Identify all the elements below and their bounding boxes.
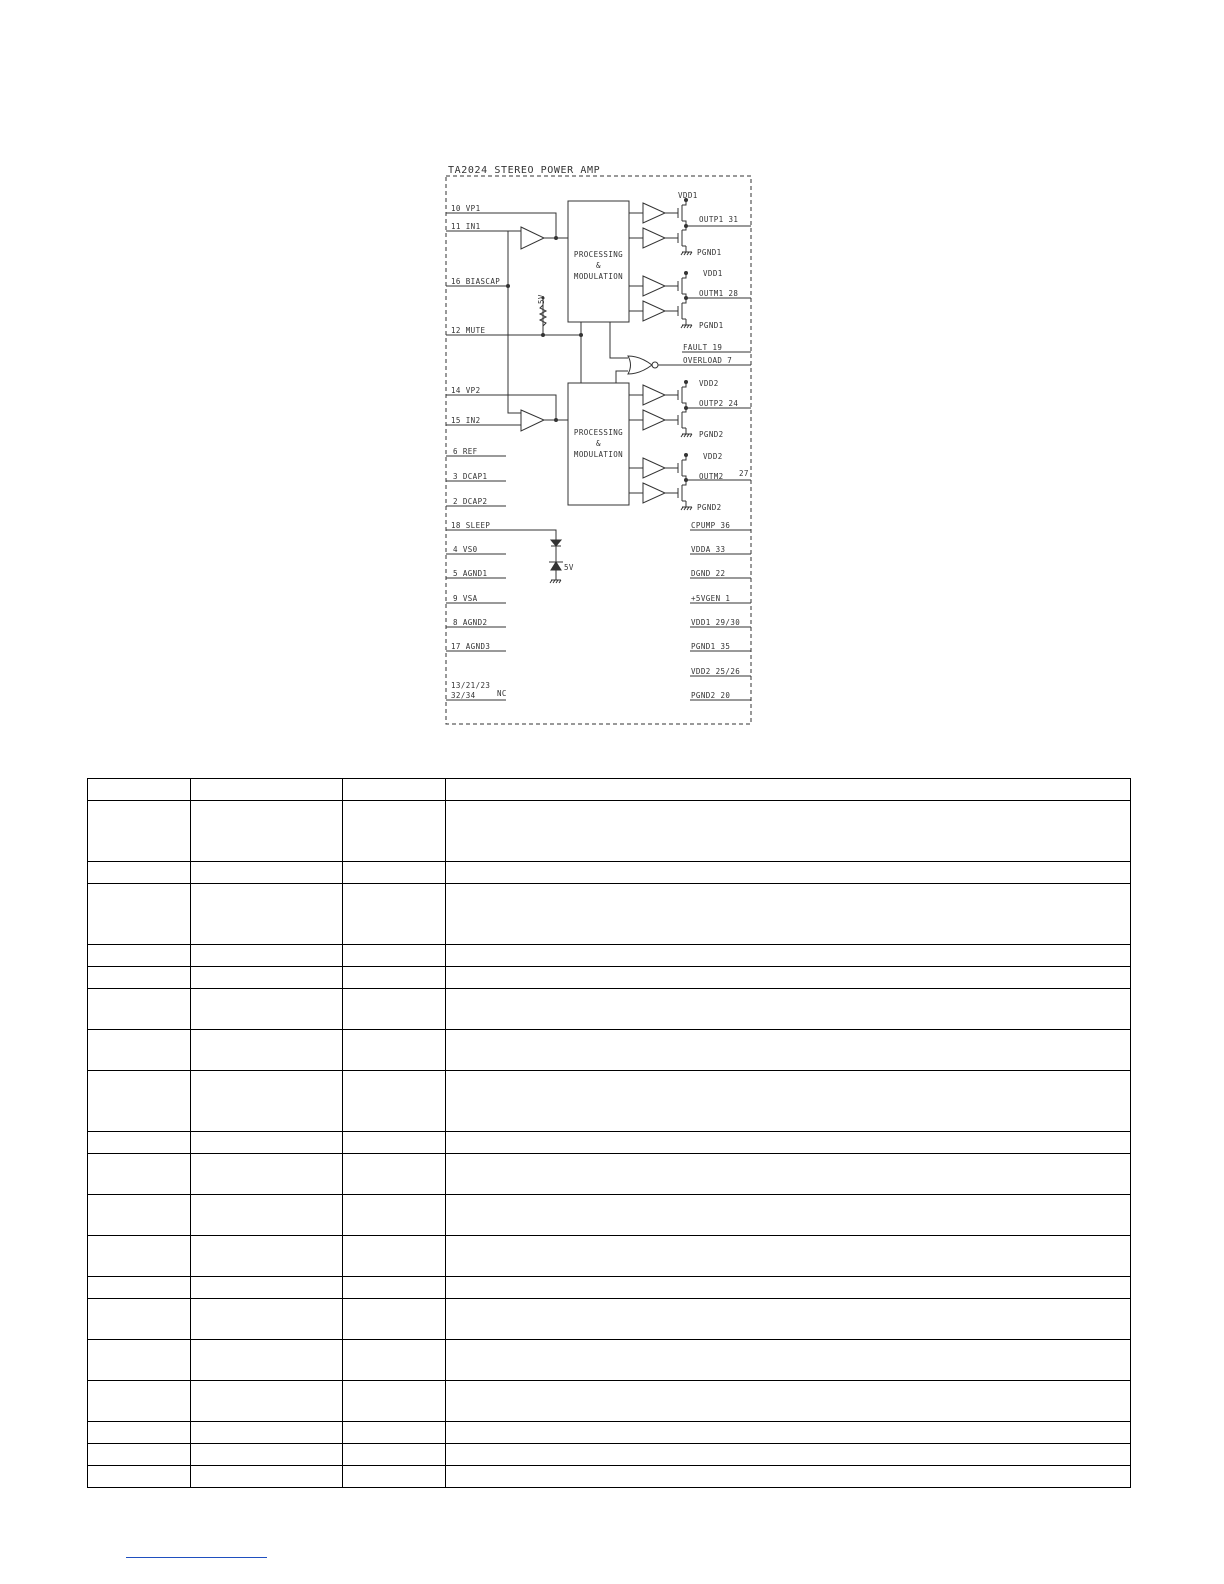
table-cell — [88, 989, 191, 1030]
pin-5vgen: +5VGEN 1 — [691, 594, 731, 603]
table-cell — [191, 1071, 343, 1132]
ta2024-block-diagram — [0, 0, 1224, 760]
table-cell — [343, 1132, 446, 1154]
table-cell — [88, 1071, 191, 1132]
pin-pgnd2-supply: PGND2 20 — [691, 691, 731, 700]
pin-vdda: VDDA 33 — [691, 545, 726, 554]
pin-dgnd: DGND 22 — [691, 569, 726, 578]
table-row — [88, 989, 1131, 1030]
table-row — [88, 1422, 1131, 1444]
table-cell — [88, 1195, 191, 1236]
table-cell — [446, 1132, 1131, 1154]
input-amp-2 — [521, 410, 544, 431]
table-row — [88, 1381, 1131, 1422]
driver-1a — [643, 203, 665, 223]
pin-ref: 6 REF — [453, 447, 478, 456]
table-cell — [343, 801, 446, 862]
block1-label-c: MODULATION — [573, 272, 624, 281]
table-row — [88, 1132, 1131, 1154]
footer-link-underline — [126, 1557, 267, 1558]
table-cell — [446, 1236, 1131, 1277]
label-pgnd1-b: PGND1 — [699, 321, 724, 330]
table-row — [88, 1195, 1131, 1236]
pin-description-table — [87, 778, 1131, 1488]
table-cell — [446, 1195, 1131, 1236]
table-cell — [191, 779, 343, 801]
table-cell — [343, 862, 446, 884]
table-cell — [191, 1340, 343, 1381]
table-cell — [446, 945, 1131, 967]
pin-outm1: OUTM1 28 — [699, 289, 739, 298]
block1-label-a: PROCESSING — [573, 250, 624, 259]
ground-icon — [681, 507, 692, 510]
block2-label-c: MODULATION — [573, 450, 624, 459]
table-row — [88, 1071, 1131, 1132]
table-cell — [88, 945, 191, 967]
pin-vdd1-supply: VDD1 29/30 — [691, 618, 741, 627]
table-cell — [88, 1236, 191, 1277]
table-cell — [446, 1154, 1131, 1195]
zener-diode — [549, 562, 563, 570]
table-cell — [191, 989, 343, 1030]
table-cell — [446, 801, 1131, 862]
block2-label-b: & — [596, 439, 601, 448]
table-cell — [446, 1340, 1131, 1381]
table-row — [88, 945, 1131, 967]
pin-in1: 11 IN1 — [451, 222, 481, 231]
pin-agnd2: 8 AGND2 — [453, 618, 488, 627]
table-cell — [343, 779, 446, 801]
pin-outp2: OUTP2 24 — [699, 399, 739, 408]
table-row — [88, 1030, 1131, 1071]
table-cell — [343, 1154, 446, 1195]
table-cell — [343, 1195, 446, 1236]
table-cell — [88, 884, 191, 945]
table-cell — [88, 967, 191, 989]
table-cell — [191, 967, 343, 989]
block2-label-a: PROCESSING — [573, 428, 624, 437]
pin-nc-line1: 13/21/23 — [451, 681, 491, 690]
table-cell — [191, 1381, 343, 1422]
nor-gate — [628, 356, 652, 374]
table-cell — [343, 1381, 446, 1422]
table-cell — [191, 1444, 343, 1466]
table-cell — [343, 1444, 446, 1466]
table-cell — [88, 779, 191, 801]
table-cell — [191, 1132, 343, 1154]
pin-pgnd1-supply: PGND1 35 — [691, 642, 731, 651]
table-cell — [446, 989, 1131, 1030]
ground-icon — [681, 252, 692, 255]
input-amp-1 — [521, 227, 544, 249]
label-vdd1-top: VDD1 — [678, 191, 698, 200]
table-cell — [446, 1299, 1131, 1340]
table-cell — [88, 1340, 191, 1381]
label-vdd1-b: VDD1 — [703, 269, 723, 278]
driver-2a — [643, 385, 665, 405]
table-cell — [343, 1340, 446, 1381]
table-cell — [446, 1444, 1131, 1466]
table-row — [88, 1340, 1131, 1381]
table-cell — [88, 1444, 191, 1466]
table-cell — [343, 1030, 446, 1071]
table-cell — [88, 862, 191, 884]
table-cell — [191, 801, 343, 862]
pin-dcap2: 2 DCAP2 — [453, 497, 488, 506]
pin-outm2-number: 27 — [739, 469, 749, 478]
pin-vs0: 4 VS0 — [453, 545, 478, 554]
table-cell — [343, 1071, 446, 1132]
table-cell — [88, 1277, 191, 1299]
table-cell — [191, 1277, 343, 1299]
table-cell — [343, 1277, 446, 1299]
table-cell — [343, 1422, 446, 1444]
table-cell — [191, 1236, 343, 1277]
table-cell — [446, 1277, 1131, 1299]
pin-cpump: CPUMP 36 — [691, 521, 731, 530]
table-cell — [446, 779, 1131, 801]
table-cell — [88, 1299, 191, 1340]
table-cell — [191, 1195, 343, 1236]
pin-mute: 12 MUTE — [451, 326, 486, 335]
table-row — [88, 1154, 1131, 1195]
table-row — [88, 967, 1131, 989]
label-vdd2-b: VDD2 — [703, 452, 723, 461]
table-cell — [343, 884, 446, 945]
pin-outp1: OUTP1 31 — [699, 215, 739, 224]
table-cell — [191, 1154, 343, 1195]
pin-nc-line2: 32/34 — [451, 691, 476, 700]
pin-vdd2-supply: VDD2 25/26 — [691, 667, 741, 676]
table-cell — [191, 884, 343, 945]
table-cell — [343, 1299, 446, 1340]
ground-icon — [550, 580, 561, 583]
table-cell — [446, 884, 1131, 945]
pin-outm2: OUTM2 — [699, 472, 724, 481]
driver-2c — [643, 458, 665, 478]
mute-supply-label: 5V — [537, 294, 546, 304]
driver-1b — [643, 228, 665, 248]
table-cell — [88, 1030, 191, 1071]
table-cell — [88, 1466, 191, 1488]
table-cell — [191, 1299, 343, 1340]
table-cell — [446, 1466, 1131, 1488]
table-cell — [88, 801, 191, 862]
table-cell — [191, 1422, 343, 1444]
table-cell — [446, 1422, 1131, 1444]
table-cell — [343, 989, 446, 1030]
table-row — [88, 1444, 1131, 1466]
table-cell — [88, 1422, 191, 1444]
table-cell — [446, 1030, 1131, 1071]
label-vdd2-a: VDD2 — [699, 379, 719, 388]
zener-label: 5V — [564, 563, 574, 572]
pin-agnd1: 5 AGND1 — [453, 569, 488, 578]
label-pgnd2-a: PGND2 — [699, 430, 724, 439]
pin-dcap1: 3 DCAP1 — [453, 472, 488, 481]
sleep-diode — [551, 540, 561, 546]
label-pgnd2-b: PGND2 — [697, 503, 722, 512]
pin-agnd3: 17 AGND3 — [451, 642, 491, 651]
pin-vp1: 10 VP1 — [451, 204, 481, 213]
pin-nc-label: NC — [497, 689, 507, 698]
table-cell — [446, 1381, 1131, 1422]
block1-label-b: & — [596, 261, 601, 270]
table-cell — [446, 1071, 1131, 1132]
table-cell — [446, 862, 1131, 884]
table-cell — [191, 862, 343, 884]
driver-1c — [643, 276, 665, 296]
pin-vsa: 9 VSA — [453, 594, 478, 603]
pin-vp2: 14 VP2 — [451, 386, 481, 395]
table-cell — [191, 1466, 343, 1488]
table-row — [88, 1277, 1131, 1299]
pin-biascap: 16 BIASCAP — [451, 277, 501, 286]
driver-1d — [643, 301, 665, 321]
pin-in2: 15 IN2 — [451, 416, 481, 425]
table-cell — [88, 1154, 191, 1195]
table-row — [88, 884, 1131, 945]
table-cell — [88, 1381, 191, 1422]
pin-overload: OVERLOAD 7 — [683, 356, 733, 365]
driver-2b — [643, 410, 665, 430]
table-cell — [191, 1030, 343, 1071]
table-cell — [343, 967, 446, 989]
table-cell — [88, 1132, 191, 1154]
table-row — [88, 779, 1131, 801]
ground-icon — [681, 325, 692, 328]
label-pgnd1-a: PGND1 — [697, 248, 722, 257]
table-row — [88, 862, 1131, 884]
table-row — [88, 1466, 1131, 1488]
table-cell — [343, 1466, 446, 1488]
pin-fault: FAULT 19 — [683, 343, 723, 352]
table-row — [88, 1236, 1131, 1277]
table-cell — [446, 967, 1131, 989]
diagram-title: TA2024 STEREO POWER AMP — [448, 165, 601, 176]
table-row — [88, 801, 1131, 862]
pin-sleep: 18 SLEEP — [451, 521, 491, 530]
table-cell — [343, 1236, 446, 1277]
ground-icon — [681, 434, 692, 437]
table-cell — [191, 945, 343, 967]
table-cell — [343, 945, 446, 967]
table-row — [88, 1299, 1131, 1340]
driver-2d — [643, 483, 665, 503]
